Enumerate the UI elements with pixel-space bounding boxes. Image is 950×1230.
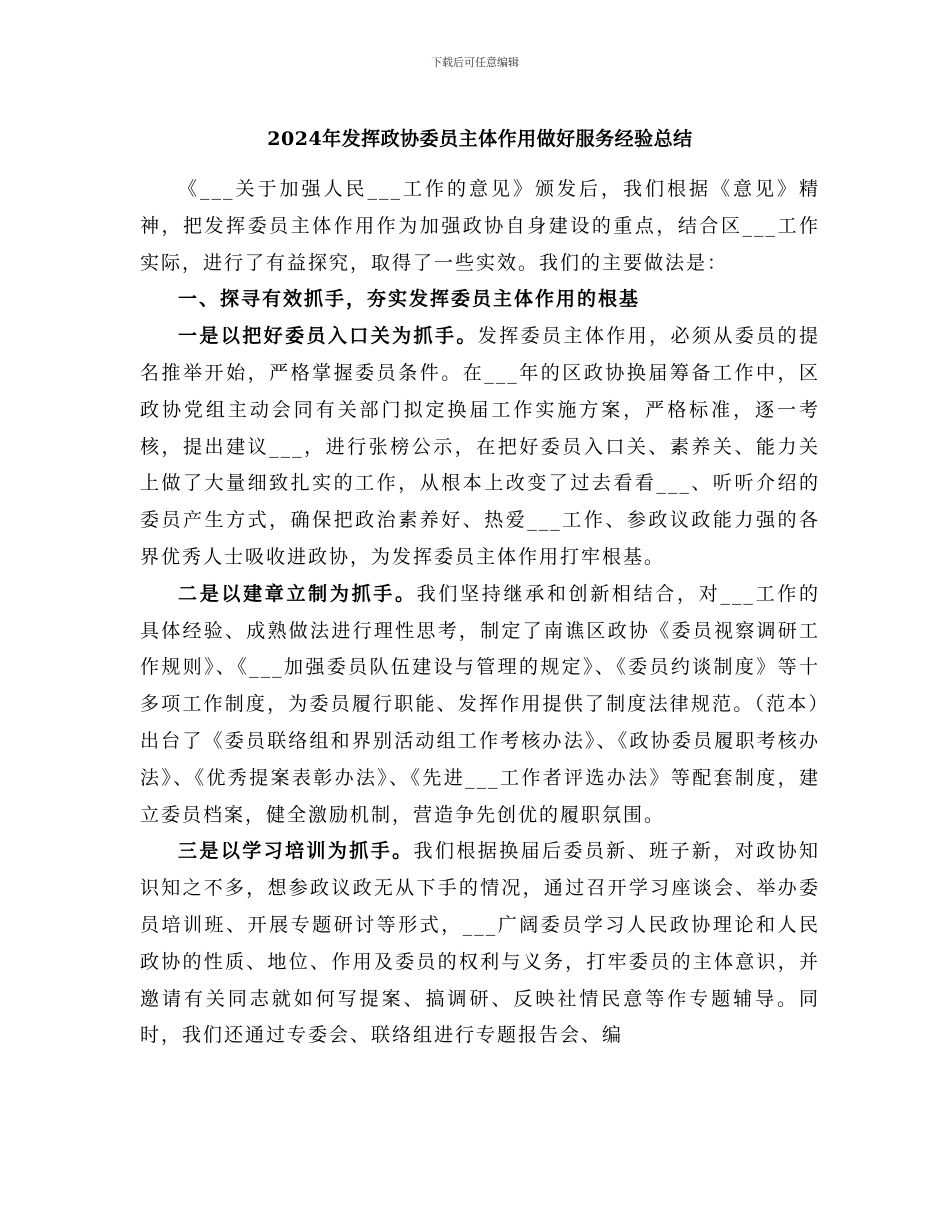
paragraph-1 [140, 318, 820, 576]
paragraph-2-text: 我们坚持继承和创新相结合，对___工作的具体经验、成熟做法进行理性思考，制定了南谯区政协《委员视察调研工作规则》、《___加强委员队伍建设与管理的规定》、《委员约谈制度》等十多项工作制度，为委员履行职能、发挥作用提供了制度法律规范。（范本）出台了《委员联络组和界别活动组工作考核办法》、《政协委员履职考核办法》、《优秀提案表彰办法》、《先进___工作者评选办法》等配套制度，建立委员档案，健全激励机制，营造争先创优的履职氛围。 [140, 582, 820, 826]
intro-paragraph: 《___关于加强人民___工作的意见》颁发后，我们根据《意见》精神，把发挥委员主体作用作为加强政协自身建设的重点，结合区___工作实际，进行了有益探究，取得了一些实效。我们的主要做法是： [140, 178, 820, 274]
document-title: 2024年发挥政协委员主体作用做好服务经验总结 [267, 128, 693, 150]
paragraph-1-lead: 一是以把好委员入口关为抓手。 [178, 325, 478, 348]
paragraph-2 [140, 576, 820, 834]
paragraph-2-lead: 二是以建章立制为抓手。 [178, 582, 417, 605]
paragraph-3-text: 我们根据换届后委员新、班子新，对政协知识知之不多，想参政议政无从下手的情况，通过召开学习座谈会、举办委员培训班、开展专题研讨等形式，___广阔委员学习人民政协理论和人民政协的性质、地位、作用及委员的权利与义务，打牢委员的主体意识，并邀请有关同志就如何写提案、搞调研、反映社情民意等作专题辅导。同时，我们还通过专委会、联络组进行专题报告会、编 [140, 840, 820, 1047]
document-body [140, 171, 820, 1054]
section-heading: 一、探寻有效抓手，夯实发挥委员主体作用的根基 [178, 288, 641, 311]
paragraph-3 [140, 833, 820, 1054]
header-note: 下载后可任意编辑 [431, 56, 519, 69]
paragraph-1-text: 发挥委员主体作用，必须从委员的提名推举开始，严格掌握委员条件。在___年的区政协换届筹备工作中，区政协党组主动会同有关部门拟定换届工作实施方案，严格标准，逐一考核，提出建议___，进行张榜公示，在把好委员入口关、素养关、能力关上做了大量细致扎实的工作，从根本上改变了过去看看___、听听介绍的委员产生方式，确保把政治素养好、热爱___工作、参政议政能力强的各界优秀人士吸收进政协，为发挥委员主体作用打牢根基。 [140, 325, 820, 568]
paragraph-3-lead: 三是以学习培训为抓手。 [178, 840, 414, 863]
